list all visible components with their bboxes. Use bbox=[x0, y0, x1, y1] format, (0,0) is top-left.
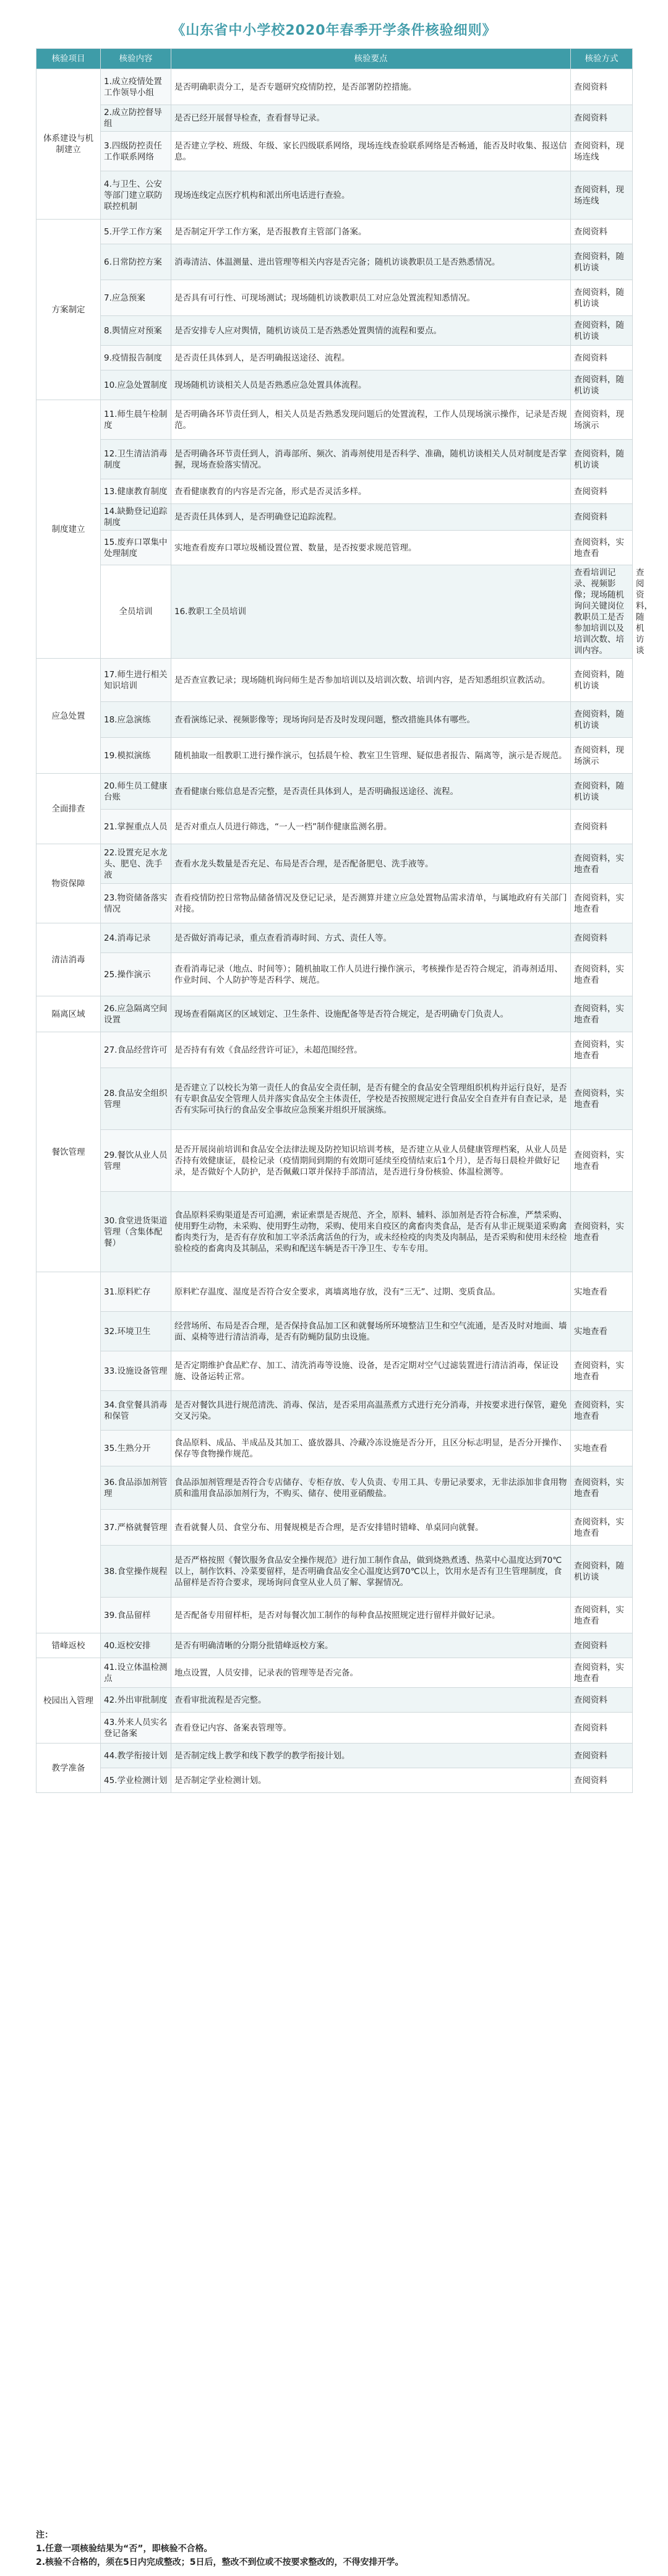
row-points: 是否制定开学工作方案，是否报教育主管部门备案。 bbox=[171, 220, 571, 244]
row-method: 查阅资料 bbox=[571, 1744, 633, 1768]
table-row bbox=[36, 884, 633, 923]
row-points: 现场随机访谈相关人员是否熟悉应急处置具体流程。 bbox=[171, 370, 571, 400]
row-content: 20.师生员工健康台账 bbox=[101, 774, 171, 810]
row-content: 24.消毒记录 bbox=[101, 923, 171, 953]
table-row bbox=[36, 1130, 633, 1192]
row-content: 45.学业检测计划 bbox=[101, 1768, 171, 1793]
table-row bbox=[36, 844, 633, 884]
row-method: 查阅资料，实地查看 bbox=[571, 1130, 633, 1192]
row-content: 28.食品安全组织管理 bbox=[101, 1068, 171, 1130]
row-content: 4.与卫生、公安等部门建立联防联控机制 bbox=[101, 171, 171, 220]
row-content: 5.开学工作方案 bbox=[101, 220, 171, 244]
row-content: 25.操作演示 bbox=[101, 953, 171, 996]
row-method: 查阅资料，随机访谈 bbox=[571, 702, 633, 738]
row-content: 19.模拟演练 bbox=[101, 738, 171, 774]
table-row bbox=[36, 1633, 633, 1658]
row-points: 是否明确各环节责任到人，消毒部所、频次、消毒剂使用是否科学、准确，随机访谈相关人员对制度是否掌握，现场查验落实情况。 bbox=[171, 440, 571, 479]
table-header-row bbox=[36, 49, 633, 69]
row-method: 实地查看 bbox=[571, 1312, 633, 1351]
row-content: 12.卫生清洁消毒制度 bbox=[101, 440, 171, 479]
table-row bbox=[36, 504, 633, 531]
table-row bbox=[36, 316, 633, 346]
row-method: 查阅资料 bbox=[571, 220, 633, 244]
table-row bbox=[36, 1032, 633, 1068]
row-content: 40.返校安排 bbox=[101, 1633, 171, 1658]
row-method: 查阅资料 bbox=[571, 1713, 633, 1744]
row-content: 7.应急预案 bbox=[101, 280, 171, 316]
row-points: 是否责任具体到人，是否明确登记追踪流程。 bbox=[171, 504, 571, 531]
row-points: 是否严格按照《餐饮服务食品安全操作规范》进行加工制作食品，做到烧熟煮透、热菜中心温度达到70℃以上，制作饮料、冷菜要留样，是否明确食品安全心温度达到70℃以上，饮用水是否有卫生管理制度，食品留样是否符合要求，现场询问食堂从业人员了解、掌握情况。 bbox=[171, 1546, 571, 1598]
table-row bbox=[36, 244, 633, 280]
table-row bbox=[36, 1192, 633, 1272]
row-method: 查阅资料，实地查看 bbox=[571, 996, 633, 1032]
row-method: 查阅资料，实地查看 bbox=[571, 531, 633, 565]
table-row bbox=[36, 1351, 633, 1391]
row-category: 校园出入管理 bbox=[36, 1658, 101, 1744]
row-content: 16.教职工全员培训 bbox=[171, 565, 571, 659]
row-category: 教学准备 bbox=[36, 1744, 101, 1793]
row-content: 15.废弃口罩集中处理制度 bbox=[101, 531, 171, 565]
row-content: 36.食品添加剂管理 bbox=[101, 1466, 171, 1510]
row-method: 查阅资料 bbox=[571, 479, 633, 504]
row-points: 经营场所、布局是否合理，是否保持食品加工区和就餐场所环境整洁卫生和空气流通，是否及时对地面、墙面、桌椅等进行清洁消毒，是否有防蝇防鼠防虫设施。 bbox=[171, 1312, 571, 1351]
row-category: 制度建立 bbox=[36, 400, 101, 659]
table-body bbox=[36, 69, 653, 1793]
table-row bbox=[36, 531, 633, 565]
table-row bbox=[36, 1431, 633, 1466]
table-row bbox=[36, 1466, 633, 1510]
row-method: 查阅资料 bbox=[571, 504, 633, 531]
table-row bbox=[36, 953, 633, 996]
row-method: 查阅资料，随机访谈 bbox=[571, 316, 633, 346]
row-points: 是否责任具体到人，是否明确报送途径、流程。 bbox=[171, 346, 571, 370]
table-row bbox=[36, 1658, 633, 1688]
row-content: 39.食品留样 bbox=[101, 1598, 171, 1633]
table-row bbox=[36, 105, 633, 132]
row-points: 查看健康教育的内容是否完备，形式是否灵活多样。 bbox=[171, 479, 571, 504]
table-row bbox=[36, 370, 633, 400]
table-row bbox=[36, 132, 633, 171]
row-method: 查阅资料，实地查看 bbox=[571, 1658, 633, 1688]
row-points: 是否安排专人应对舆情，随机访谈员工是否熟悉处置舆情的流程和要点。 bbox=[171, 316, 571, 346]
row-content: 42.外出审批制度 bbox=[101, 1688, 171, 1713]
row-method: 查阅资料，实地查看 bbox=[571, 1466, 633, 1510]
table-row bbox=[36, 1598, 633, 1633]
row-points: 是否制定学业检测计划。 bbox=[171, 1768, 571, 1793]
row-content: 6.日常防控方案 bbox=[101, 244, 171, 280]
row-content: 33.设施设备管理 bbox=[101, 1351, 171, 1391]
row-points: 是否已经开展督导检查，查看督导记录。 bbox=[171, 105, 571, 132]
row-content: 18.应急演练 bbox=[101, 702, 171, 738]
row-points: 查看演练记录、视频影像等；现场询问是否及时发现问题，整改措施具体有哪些。 bbox=[171, 702, 571, 738]
row-points: 是否开展岗前培训和食品安全法律法规及防控知识培训考核，是否建立从业人员健康管理档案，从业人员是否持有效健康证，晨检记录（疫情期间到期的有效期可延续至疫情结束后1个月），是否每日晨检并做好记录，是否做好个人防护，是否佩戴口罩并保持手部清洁，是否进行身份核验、体温检测等。 bbox=[171, 1130, 571, 1192]
table-row bbox=[36, 440, 633, 479]
table-row bbox=[36, 1068, 633, 1130]
row-content: 3.四级防控责任工作联系网络 bbox=[101, 132, 171, 171]
row-category: 餐饮管理 bbox=[36, 1032, 101, 1272]
row-points: 查看水龙头数量是否充足、布局是否合理，是否配备肥皂、洗手液等。 bbox=[171, 844, 571, 884]
row-points: 是否对餐饮具进行规范清洗、消毒、保洁，是否采用高温蒸煮方式进行充分消毒，并按要求进行保管，避免交叉污染。 bbox=[171, 1391, 571, 1431]
table-row bbox=[36, 69, 633, 105]
row-category: 体系建设与机制建立 bbox=[36, 69, 101, 220]
row-method: 查阅资料，随机访谈 bbox=[571, 659, 633, 702]
table-row bbox=[36, 810, 633, 844]
table-row bbox=[36, 996, 633, 1032]
row-content: 34.食堂餐具消毒和保管 bbox=[101, 1391, 171, 1431]
table-row bbox=[36, 738, 633, 774]
row-category: 错峰返校 bbox=[36, 1633, 101, 1658]
table-row bbox=[36, 1510, 633, 1546]
row-content: 29.餐饮从业人员管理 bbox=[101, 1130, 171, 1192]
row-method: 查阅资料，随机访谈 bbox=[571, 1546, 633, 1598]
row-points: 是否做好消毒记录，重点查看消毒时间、方式、责任人等。 bbox=[171, 923, 571, 953]
row-method: 查阅资料，随机访谈 bbox=[571, 370, 633, 400]
row-points: 随机抽取一组教职工进行操作演示，包括晨午检、教室卫生管理、疑似患者报告、隔离等，演示是否规范。 bbox=[171, 738, 571, 774]
row-method: 查阅资料，实地查看 bbox=[571, 953, 633, 996]
row-content: 32.环境卫生 bbox=[101, 1312, 171, 1351]
row-content: 44.教学衔接计划 bbox=[101, 1744, 171, 1768]
row-points: 食品原料采购渠道是否可追溯，索证索票是否规范、齐全，原料、辅料、添加剂是否符合标准，严禁采购、使用野生动物，未采购、使用野生动物，采购、使用来自疫区的禽畜肉类食品，是否有从非正规渠道采购禽畜肉类行为，是否有存放和加工宰杀活禽活鱼的行为，或未经检疫的肉类及肉制品，是否采购和使用未经检验检疫的畜禽肉及其制品，采购和配送车辆是否干净卫生、专车专用。 bbox=[171, 1192, 571, 1272]
row-method: 查阅资料 bbox=[571, 810, 633, 844]
row-method: 查阅资料，实地查看 bbox=[571, 844, 633, 884]
row-points: 现场连线定点医疗机构和派出所电话进行查验。 bbox=[171, 171, 571, 220]
table-row bbox=[36, 774, 633, 810]
header-category: 核验项目 bbox=[36, 49, 101, 69]
row-method: 查阅资料，现场演示 bbox=[571, 400, 633, 440]
row-points: 是否建立学校、班级、年级、家长四级联系网络，现场连线查验联系网络是否畅通，能否及时收集、报送信息。 bbox=[171, 132, 571, 171]
row-content: 9.疫情报告制度 bbox=[101, 346, 171, 370]
note-line-1: 1.任意一项核验结果为“否”，即核验不合格。 bbox=[36, 2544, 213, 2554]
row-content: 8.舆情应对预案 bbox=[101, 316, 171, 346]
row-points: 食品原料、成品、半成品及其加工、盛放器具、冷藏冷冻设施是否分开，且区分标志明显，是否分开操作、保存等食物操作规范。 bbox=[171, 1431, 571, 1466]
table-row bbox=[36, 702, 633, 738]
row-category: 清洁消毒 bbox=[36, 923, 101, 996]
row-content: 23.物资储备落实情况 bbox=[101, 884, 171, 923]
row-points: 查看登记内容、备案表管理等。 bbox=[171, 1713, 571, 1744]
row-points: 是否建立了以校长为第一责任人的食品安全责任制，是否有健全的食品安全管理组织机构并运行良好，是否有专职食品安全管理人员并落实食品安全主体责任，学校是否按照规定进行食品安全自查并有自查记录，是否有实际可执行的食品安全事故应急预案并组织开展演练。 bbox=[171, 1068, 571, 1130]
row-method: 查阅资料 bbox=[571, 1633, 633, 1658]
row-content: 43.外来人员实名登记备案 bbox=[101, 1713, 171, 1744]
table-row bbox=[36, 171, 633, 220]
row-content: 21.掌握重点人员 bbox=[101, 810, 171, 844]
row-points: 是否明确各环节责任到人，相关人员是否熟悉发现问题后的处置流程，工作人员现场演示操作，记录是否规范。 bbox=[171, 400, 571, 440]
notes-heading: 注： bbox=[36, 2530, 53, 2540]
row-points: 是否持有有效《食品经营许可证》，未超范围经营。 bbox=[171, 1032, 571, 1068]
row-content: 11.师生晨午检制度 bbox=[101, 400, 171, 440]
row-method: 查阅资料，实地查看 bbox=[571, 1391, 633, 1431]
row-points: 是否制定线上教学和线下教学的教学衔接计划。 bbox=[171, 1744, 571, 1768]
row-points: 是否有明确清晰的分期分批错峰返校方案。 bbox=[171, 1633, 571, 1658]
notes bbox=[36, 2528, 632, 2569]
header-method: 核验方式 bbox=[571, 49, 633, 69]
row-method: 查阅资料，现场演示 bbox=[571, 738, 633, 774]
row-points: 是否具有可行性、可现场测试；现场随机访谈教职员工对应急处置流程知悉情况。 bbox=[171, 280, 571, 316]
row-method: 查阅资料，现场连线 bbox=[571, 132, 633, 171]
row-method: 查阅资料 bbox=[571, 1688, 633, 1713]
row-method: 查阅资料，实地查看 bbox=[571, 1068, 633, 1130]
row-method: 查阅资料，实地查看 bbox=[571, 1192, 633, 1272]
row-content: 27.食品经营许可 bbox=[101, 1032, 171, 1068]
table-row bbox=[36, 280, 633, 316]
row-points: 现场查看隔离区的区域划定、卫生条件、设施配备等是否符合规定，是否明确专门负责人。 bbox=[171, 996, 571, 1032]
row-content: 2.成立防控督导组 bbox=[101, 105, 171, 132]
row-content: 30.食堂进货渠道管理（含集体配餐） bbox=[101, 1192, 171, 1272]
table-row bbox=[36, 400, 633, 440]
table-row bbox=[36, 923, 633, 953]
table-row bbox=[36, 220, 633, 244]
row-content: 14.缺勤登记追踪制度 bbox=[101, 504, 171, 531]
row-content: 17.师生进行相关知识培训 bbox=[101, 659, 171, 702]
row-points: 是否配备专用留样柜，是否对每餐次加工制作的每种食品按照规定进行留样并做好记录。 bbox=[171, 1598, 571, 1633]
row-category: 全员培训 bbox=[101, 565, 171, 659]
row-content: 38.食堂操作规程 bbox=[101, 1546, 171, 1598]
row-category: 应急处置 bbox=[36, 659, 101, 774]
table-row bbox=[36, 479, 633, 504]
row-points: 原料贮存温度、湿度是否符合安全要求，离墙离地存放，没有“三无”、过期、变质食品。 bbox=[171, 1272, 571, 1312]
row-points: 查看健康台账信息是否完整，是否责任具体到人，是否明确报送途径、流程。 bbox=[171, 774, 571, 810]
row-method: 查阅资料，实地查看 bbox=[571, 884, 633, 923]
row-points: 消毒清洁、体温测量、进出管理等相关内容是否完备；随机访谈教职员工是否熟悉情况。 bbox=[171, 244, 571, 280]
row-points: 是否定期维护食品贮存、加工、清洗消毒等设施、设备，是否定期对空气过滤装置进行清洁消毒，保证设施、设备运转正常。 bbox=[171, 1351, 571, 1391]
row-points: 实地查看废弃口罩垃圾桶设置位置、数量，是否按要求规范管理。 bbox=[171, 531, 571, 565]
row-content: 1.成立疫情处置工作领导小组 bbox=[101, 69, 171, 105]
row-points: 查看消毒记录（地点、时间等）；随机抽取工作人员进行操作演示，考核操作是否符合规定，消毒剂适用、作业时间、个人防护等是否科学、规范。 bbox=[171, 953, 571, 996]
row-content: 31.原料贮存 bbox=[101, 1272, 171, 1312]
row-points: 查看疫情防控日常物品储备情况及登记记录，是否测算并建立应急处置物品需求清单，与属地政府有关部门对接。 bbox=[171, 884, 571, 923]
verification-table bbox=[36, 48, 653, 1793]
row-method: 实地查看 bbox=[571, 1431, 633, 1466]
row-method: 查阅资料，实地查看 bbox=[571, 1510, 633, 1546]
row-method: 查阅资料，实地查看 bbox=[571, 1351, 633, 1391]
header-points: 核验要点 bbox=[171, 49, 571, 69]
table-row bbox=[36, 1391, 633, 1431]
row-method: 查阅资料，现场连线 bbox=[571, 171, 633, 220]
document-title: 《山东省中小学校2020年春季开学条件核验细则》 bbox=[171, 23, 497, 38]
row-category: 全面排查 bbox=[36, 774, 101, 844]
table-row bbox=[36, 1713, 633, 1744]
row-content: 10.应急处置制度 bbox=[101, 370, 171, 400]
row-method: 查阅资料，随机访谈 bbox=[571, 774, 633, 810]
row-points: 查看培训记录、视频影像；现场随机询问关键岗位教职员工是否参加培训以及培训次数、培训内容。 bbox=[571, 565, 633, 659]
row-points: 食品添加剂管理是否符合专店储存、专柜存放、专人负责、专用工具、专册记录要求，无非法添加非食用物质和滥用食品添加剂行为，不购买、储存、使用亚硝酸盐。 bbox=[171, 1466, 571, 1510]
row-method: 查阅资料，随机访谈 bbox=[571, 440, 633, 479]
row-points: 是否查宣教记录；现场随机询问师生是否参加培训以及培训次数、培训内容，是否知悉组织宣教活动。 bbox=[171, 659, 571, 702]
header-content: 核验内容 bbox=[101, 49, 171, 69]
table-row bbox=[36, 1312, 633, 1351]
table-row: 全员培训 16.教职工全员培训 查看培训记录、视频影像；现场随机询问关键岗位教职员工是否参加培训以及培训次数、培训内容。 查阅资料，随机访谈 bbox=[36, 565, 633, 659]
row-points: 查看审批流程是否完整。 bbox=[171, 1688, 571, 1713]
row-points: 是否明确职责分工，是否专题研究疫情防控，是否部署防控措施。 bbox=[171, 69, 571, 105]
table-row bbox=[36, 659, 633, 702]
row-method: 查阅资料 bbox=[571, 105, 633, 132]
row-category: 方案制定 bbox=[36, 220, 101, 400]
row-category: 物资保障 bbox=[36, 844, 101, 923]
row-content: 37.严格就餐管理 bbox=[101, 1510, 171, 1546]
row-method: 查阅资料 bbox=[571, 69, 633, 105]
row-points: 查看就餐人员、食堂分布、用餐规模是否合理，是否安排错时错峰、单桌同向就餐。 bbox=[171, 1510, 571, 1546]
row-method: 查阅资料 bbox=[571, 346, 633, 370]
row-content: 26.应急隔离空间设置 bbox=[101, 996, 171, 1032]
row-method: 实地查看 bbox=[571, 1272, 633, 1312]
row-method: 查阅资料 bbox=[571, 1768, 633, 1793]
row-category: 隔离区域 bbox=[36, 996, 101, 1032]
row-method: 查阅资料，随机访谈 bbox=[571, 280, 633, 316]
row-content: 22.设置充足水龙头、肥皂、洗手液 bbox=[101, 844, 171, 884]
row-category bbox=[36, 1272, 101, 1633]
row-method: 查阅资料，实地查看 bbox=[571, 1032, 633, 1068]
table-row bbox=[36, 1272, 633, 1312]
row-content: 41.设立体温检测点 bbox=[101, 1658, 171, 1688]
table-row bbox=[36, 1546, 633, 1598]
table-row bbox=[36, 1688, 633, 1713]
row-content: 13.健康教育制度 bbox=[101, 479, 171, 504]
note-line-2: 2.核验不合格的，须在5日内完成整改；5日后，整改不到位或不按要求整改的，不得安排开学。 bbox=[36, 2557, 404, 2567]
row-content: 35.生熟分开 bbox=[101, 1431, 171, 1466]
row-points: 是否对重点人员进行筛选，“一人一档”制作健康监测名册。 bbox=[171, 810, 571, 844]
table-row bbox=[36, 346, 633, 370]
table-row bbox=[36, 1744, 633, 1768]
row-method: 查阅资料，实地查看 bbox=[571, 1598, 633, 1633]
row-points: 地点设置，人员安排，记录表的管理等是否完备。 bbox=[171, 1658, 571, 1688]
row-method: 查阅资料，随机访谈 bbox=[571, 244, 633, 280]
row-method: 查阅资料 bbox=[571, 923, 633, 953]
table-row bbox=[36, 1768, 633, 1793]
